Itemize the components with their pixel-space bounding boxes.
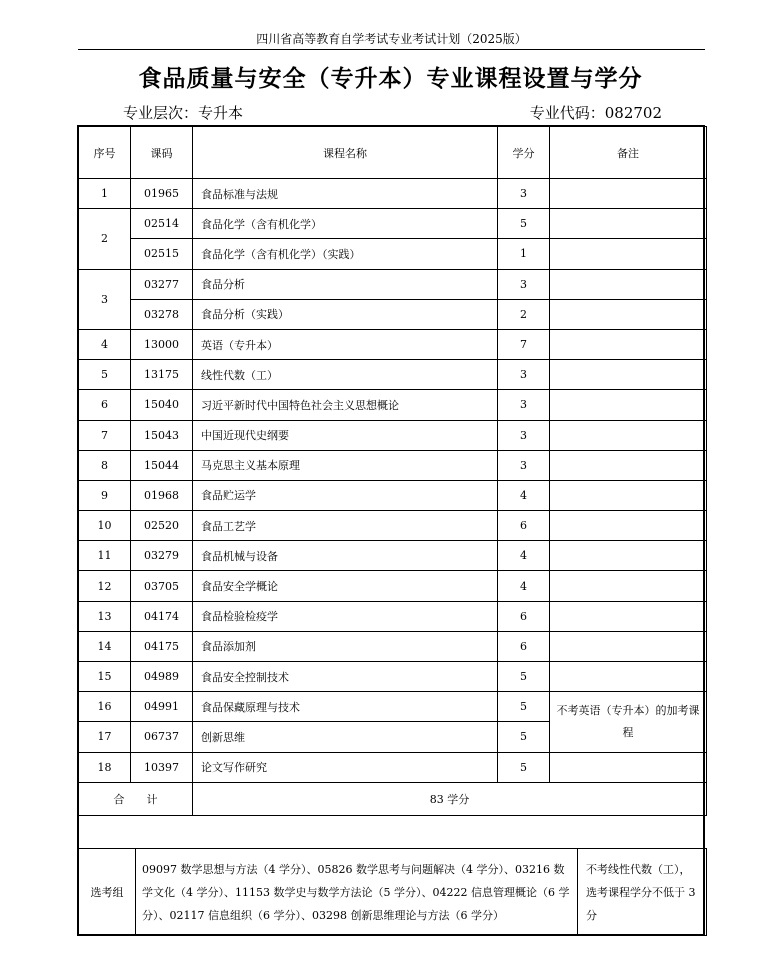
table-row <box>79 299 707 329</box>
row-no: 6 <box>79 390 131 420</box>
row-credit: 2 <box>498 299 550 329</box>
row-code: 13000 <box>131 329 193 359</box>
row-name: 食品贮运学 <box>193 480 498 510</box>
row-no: 16 <box>79 692 131 722</box>
elective-courses: 09097 数学思想与方法（4 学分）、05826 数学思考与问题解决（4 学分）、03216 数学文化（4 学分）、11153 数学史与数学方法论（5 学分）、04222 信息管理概论（6 学分）、02117 信息组织（6 学分）、03298 创新思维理论与方法（6 学分） <box>136 849 578 936</box>
row-credit: 5 <box>498 209 550 239</box>
table-row <box>79 571 707 601</box>
row-name: 中国近现代史纲要 <box>193 420 498 450</box>
row-name: 食品检验检疫学 <box>193 601 498 631</box>
row-name: 食品添加剂 <box>193 631 498 661</box>
row-name: 创新思维 <box>193 722 498 752</box>
row-credit: 5 <box>498 722 550 752</box>
row-code: 03278 <box>131 299 193 329</box>
row-no: 3 <box>79 269 131 329</box>
table-row <box>79 511 707 541</box>
row-name: 英语（专升本） <box>193 329 498 359</box>
table-row <box>79 662 707 692</box>
row-name: 食品机械与设备 <box>193 541 498 571</box>
row-name: 食品安全控制技术 <box>193 662 498 692</box>
row-code: 04174 <box>131 601 193 631</box>
elective-table <box>78 848 707 936</box>
row-code: 02515 <box>131 239 193 269</box>
row-credit: 4 <box>498 571 550 601</box>
row-credit: 3 <box>498 450 550 480</box>
row-no: 12 <box>79 571 131 601</box>
header-no: 序号 <box>79 127 131 179</box>
table-row <box>79 541 707 571</box>
major-code: 专业代码：082702 <box>529 104 662 122</box>
table-row <box>79 752 707 782</box>
row-no: 9 <box>79 480 131 510</box>
row-note <box>550 269 707 299</box>
row-code: 15044 <box>131 450 193 480</box>
row-credit: 3 <box>498 420 550 450</box>
table-header-row <box>79 127 707 179</box>
row-name: 食品安全学概论 <box>193 571 498 601</box>
row-no: 14 <box>79 631 131 661</box>
row-credit: 6 <box>498 601 550 631</box>
plan-header: 四川省高等教育自学考试专业考试计划（2025版） <box>78 30 705 50</box>
elective-note: 不考线性代数（工），选考课程学分不低于 3 分 <box>578 849 707 936</box>
table-row <box>79 179 707 209</box>
row-no: 5 <box>79 360 131 390</box>
row-name: 食品化学（含有机化学） <box>193 209 498 239</box>
header-credit: 学分 <box>498 127 550 179</box>
table-row <box>79 692 707 722</box>
row-no: 10 <box>79 511 131 541</box>
table-row <box>79 269 707 299</box>
row-name: 食品化学（含有机化学）（实践） <box>193 239 498 269</box>
total-label: 合 计 <box>79 782 193 815</box>
row-note <box>550 299 707 329</box>
course-table <box>78 126 707 816</box>
row-credit: 1 <box>498 239 550 269</box>
row-no: 2 <box>79 209 131 269</box>
row-note <box>550 662 707 692</box>
total-row <box>79 782 707 815</box>
row-note <box>550 450 707 480</box>
row-note <box>550 209 707 239</box>
table-row <box>79 420 707 450</box>
row-code: 04989 <box>131 662 193 692</box>
header-note: 备注 <box>550 127 707 179</box>
row-code: 04175 <box>131 631 193 661</box>
row-credit: 6 <box>498 511 550 541</box>
row-name: 马克思主义基本原理 <box>193 450 498 480</box>
row-no: 1 <box>79 179 131 209</box>
row-code: 15040 <box>131 390 193 420</box>
table-row <box>79 601 707 631</box>
row-note <box>550 541 707 571</box>
page-title: 食品质量与安全（专升本）专业课程设置与学分 <box>138 65 643 92</box>
row-no: 17 <box>79 722 131 752</box>
row-code: 02520 <box>131 511 193 541</box>
row-code: 03705 <box>131 571 193 601</box>
row-note <box>550 329 707 359</box>
row-no: 7 <box>79 420 131 450</box>
row-note <box>550 601 707 631</box>
row-credit: 3 <box>498 179 550 209</box>
row-note <box>550 631 707 661</box>
row-credit: 3 <box>498 269 550 299</box>
row-no: 4 <box>79 329 131 359</box>
row-note <box>550 390 707 420</box>
row-code: 13175 <box>131 360 193 390</box>
row-code: 06737 <box>131 722 193 752</box>
row-name: 习近平新时代中国特色社会主义思想概论 <box>193 390 498 420</box>
row-code: 10397 <box>131 752 193 782</box>
elective-row <box>79 849 707 936</box>
row-credit: 7 <box>498 329 550 359</box>
row-name: 食品分析 <box>193 269 498 299</box>
major-level: 专业层次：专升本 <box>123 104 244 122</box>
row-note <box>550 511 707 541</box>
row-credit: 5 <box>498 662 550 692</box>
row-no: 13 <box>79 601 131 631</box>
row-credit: 4 <box>498 541 550 571</box>
row-credit: 3 <box>498 390 550 420</box>
row-credit: 3 <box>498 360 550 390</box>
total-value: 83 学分 <box>193 782 707 815</box>
table-row <box>79 360 707 390</box>
table-row <box>79 450 707 480</box>
row-no: 18 <box>79 752 131 782</box>
table-row <box>79 480 707 510</box>
row-code: 03279 <box>131 541 193 571</box>
row-name: 食品标准与法规 <box>193 179 498 209</box>
row-note <box>550 360 707 390</box>
row-code: 03277 <box>131 269 193 299</box>
row-credit: 5 <box>498 692 550 722</box>
row-name: 食品分析（实践） <box>193 299 498 329</box>
table-row <box>79 631 707 661</box>
row-name: 食品保藏原理与技术 <box>193 692 498 722</box>
row-credit: 5 <box>498 752 550 782</box>
row-code: 02514 <box>131 209 193 239</box>
row-note <box>550 239 707 269</box>
row-name: 论文写作研究 <box>193 752 498 782</box>
row-name: 线性代数（工） <box>193 360 498 390</box>
table-row <box>79 329 707 359</box>
table-row <box>79 390 707 420</box>
row-note <box>550 480 707 510</box>
row-no: 11 <box>79 541 131 571</box>
header-name: 课程名称 <box>193 127 498 179</box>
row-code: 15043 <box>131 420 193 450</box>
table-row <box>79 209 707 239</box>
elective-label: 选考组 <box>79 849 136 936</box>
table-row <box>79 239 707 269</box>
row-code: 01968 <box>131 480 193 510</box>
row-code: 01965 <box>131 179 193 209</box>
row-no: 15 <box>79 662 131 692</box>
row-note-merged: 不考英语（专升本）的加考课程 <box>550 692 707 752</box>
row-credit: 4 <box>498 480 550 510</box>
row-note <box>550 752 707 782</box>
row-credit: 6 <box>498 631 550 661</box>
row-code: 04991 <box>131 692 193 722</box>
row-name: 食品工艺学 <box>193 511 498 541</box>
row-note <box>550 179 707 209</box>
header-code: 课码 <box>131 127 193 179</box>
row-note <box>550 420 707 450</box>
row-note <box>550 571 707 601</box>
row-no: 8 <box>79 450 131 480</box>
